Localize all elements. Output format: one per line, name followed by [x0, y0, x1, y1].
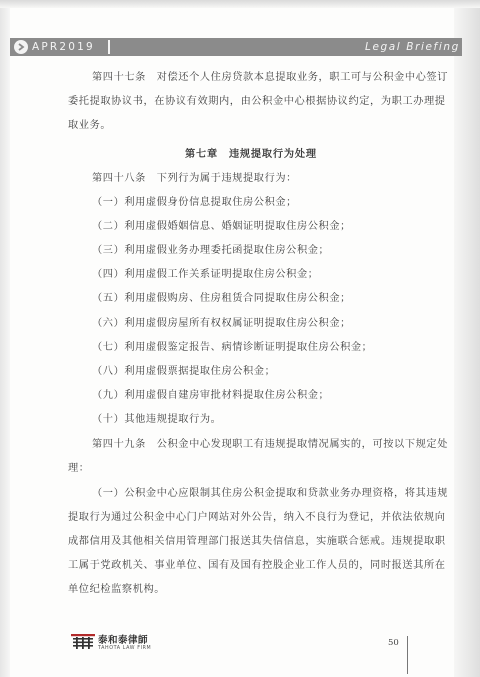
article-49-line-1: 第四十九条 公积金中心发现职工有违规提取情况属实的，可按以下规定处	[92, 439, 448, 450]
article-47-line-2: 委托提取协议书，在协议有效期内，由公积金中心根据协议约定，为职工办理提	[68, 96, 446, 107]
firm-name-cn: 泰和泰律師	[98, 635, 149, 646]
article-49-para-line: 工属于党政机关、事业单位、国有及国有控股企业工作人员的，同时报送其所在	[68, 560, 446, 571]
footer-divider	[407, 636, 408, 674]
article-48-item: （六）利用虚假房屋所有权权属证明提取住房公积金；	[92, 318, 351, 329]
article-48-item: （十）其他违规提取行为。	[92, 414, 222, 425]
article-48-item: （二）利用虚假婚姻信息、婚姻证明提取住房公积金；	[92, 221, 351, 232]
firm-logo-icon	[71, 634, 95, 654]
article-49-para-line: （一）公积金中心应限制其住房公积金提取和贷款业务办理资格，将其违规	[92, 488, 448, 499]
article-48-item: （一）利用虚假身份信息提取住房公积金；	[92, 197, 297, 208]
article-48-item: （四）利用虚假工作关系证明提取住房公积金；	[92, 269, 319, 280]
article-48-item: （七）利用虚假鉴定报告、病情诊断证明提取住房公积金；	[92, 342, 373, 353]
article-48-item: （八）利用虚假票据提取住房公积金；	[92, 366, 276, 377]
issue-date: APR2019	[32, 41, 95, 53]
chapter-heading: 第七章 违规提取行为处理	[185, 148, 317, 160]
article-47-line-3: 取业务。	[68, 120, 112, 131]
article-49-para-line: 提取行为通过公积金中心门户网站对外公告，纳入不良行为登记，并依法依规向	[68, 512, 446, 523]
article-49-para-line: 单位纪检监察机构。	[68, 584, 166, 595]
page-number: 50	[388, 638, 399, 648]
article-48-intro: 第四十八条 下列行为属于违规提取行为：	[92, 173, 297, 184]
article-48-item: （九）利用虚假自建房审批材料提取住房公积金；	[92, 390, 330, 401]
article-48-item: （五）利用虚假购房、住房租赁合同提取住房公积金；	[92, 293, 351, 304]
publication-title: Legal Briefing	[365, 41, 460, 53]
article-48-item: （三）利用虚假业务办理委托函提取住房公积金；	[92, 245, 330, 256]
article-49-line-2: 理：	[68, 463, 90, 474]
firm-name-en: TAHOTA LAW FIRM	[98, 646, 152, 651]
article-49-para-line: 成都信用及其他相关信用管理部门报送其失信信息，实施联合惩戒。违规提取职	[68, 536, 446, 547]
article-47-line-1: 第四十七条 对偿还个人住房贷款本息提取业务，职工可与公积金中心签订	[92, 72, 448, 83]
